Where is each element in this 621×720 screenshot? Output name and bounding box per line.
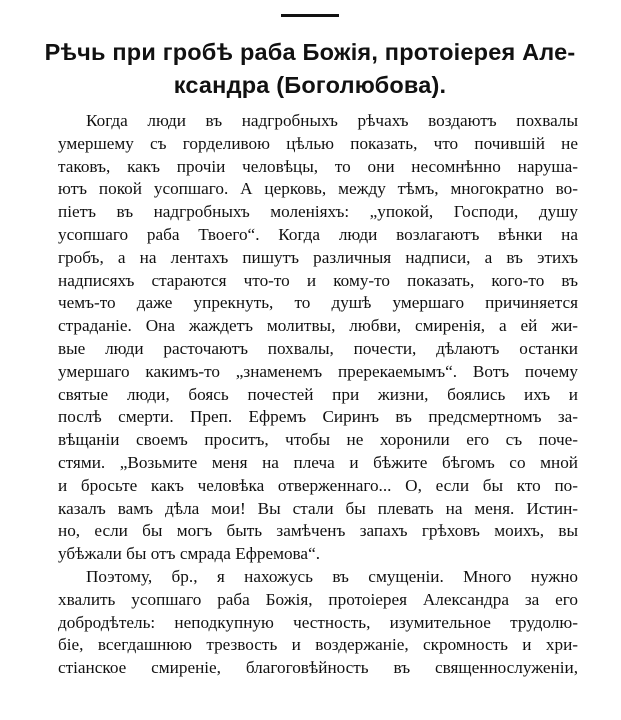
text-line: біе, всегдашнюю трезвость и воздержаніе, скромность и хри- — [58, 635, 578, 655]
text-line: умершаго какимъ-то „знаменемъ пререкаемымъ“. Вотъ почему — [58, 361, 578, 381]
text-line: гробъ, а на лентахъ пишутъ различныя надписи, а въ этихъ — [58, 247, 578, 267]
title-line: Рѣчь при гробѣ раба Божія, протоіерея Але- — [44, 39, 576, 65]
text-line: ютъ покой усопшаго. А церковь, между тѣмъ, многократно во- — [58, 179, 578, 199]
text-line: чемъ-то даже упрекнуть, то душѣ умершаго причиняется — [58, 293, 578, 313]
body-text — [58, 110, 578, 680]
page-title — [40, 36, 580, 102]
paragraph-2 — [58, 566, 578, 680]
text-line: надписяхъ стараются что-то и кому-то показать, кого-то въ — [58, 270, 578, 290]
text-line: вѣщаніи своемъ проситъ, чтобы не хоронили его съ поче- — [58, 430, 578, 450]
text-line: послѣ смерти. Преп. Ефремъ Сиринъ въ предсмертномъ за- — [58, 407, 578, 427]
text-line: стіанское смиреніе, благоговѣйность въ священнослуженіи, — [58, 658, 578, 678]
title-line: ксандра (Боголюбова). — [173, 72, 447, 98]
text-line: умершему съ горделивою цѣлью показать, что почившій не — [58, 133, 578, 153]
text-line: но, если бы могъ быть замѣченъ запахъ грѣховъ моихъ, вы — [58, 521, 578, 541]
text-line: піетъ въ надгробныхъ моленіяхъ: „упокой, Господи, душу — [58, 202, 578, 222]
top-rule — [281, 14, 339, 17]
text-line: хвалить усопшаго раба Божія, протоіерея Александра за его — [58, 589, 578, 609]
paragraph-1 — [58, 110, 578, 566]
text-line: святые люди, боясь почестей при жизни, боялись ихъ и — [58, 384, 578, 404]
text-line: таковъ, какъ прочіи человѣцы, то они несомнѣнно наруша- — [58, 156, 578, 176]
text-line: добродѣтель: неподкупную честность, изумительное трудолю- — [58, 612, 578, 632]
text-line: стями. „Возьмите меня на плеча и бѣжите бѣгомъ со мной — [58, 452, 578, 472]
text-line: и бросьте какъ человѣка отверженнаго... О, если бы кто по- — [58, 475, 578, 495]
text-line: Когда люди въ надгробныхъ рѣчахъ воздаютъ похвалы — [86, 111, 578, 130]
text-line: убѣжали бы отъ смрада Ефремова“. — [58, 544, 320, 564]
text-line: усопшаго раба Твоего“. Когда люди возлагаютъ вѣнки на — [58, 224, 578, 244]
text-line: страданіе. Она жаждетъ молитвы, любви, смиренія, а ей жи- — [58, 316, 578, 336]
text-line: Поэтому, бр., я нахожусь въ смущеніи. Много нужно — [86, 566, 578, 586]
text-line: казалъ вамъ дѣла мои! Вы стали бы плевать на меня. Истин- — [58, 498, 578, 518]
text-line: вые люди расточаютъ похвалы, почести, дѣлаютъ останки — [58, 338, 578, 358]
